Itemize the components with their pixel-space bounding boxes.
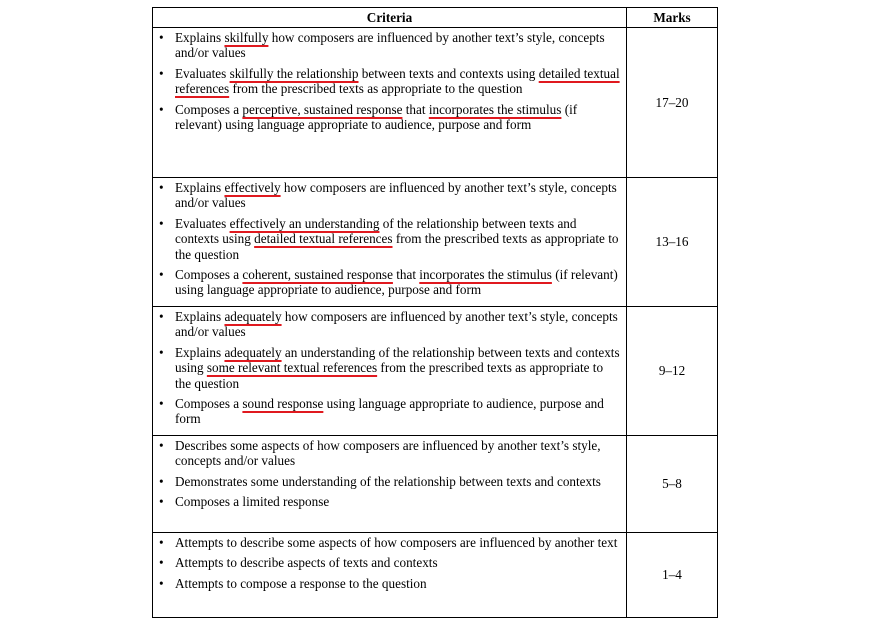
header-row [153, 8, 718, 28]
criterion-item [157, 576, 622, 591]
criterion-text: from the prescribed texts as appropriate to the question [175, 360, 604, 391]
highlighted-phrase: adequately [224, 344, 282, 360]
criterion-text: that [402, 101, 429, 117]
criterion-text: between texts and contexts using [358, 65, 539, 81]
criterion-item [157, 30, 622, 61]
rubric-body [153, 28, 718, 618]
criterion-item [157, 180, 622, 211]
criterion-text: how composers are influenced by another text’s style, concepts and/or values [175, 309, 618, 340]
highlighted-phrase: detailed textual references [175, 65, 620, 97]
criterion-text: Composes a [175, 267, 243, 283]
criteria-list [157, 30, 622, 132]
criteria-list [157, 309, 622, 427]
criterion-text: using language appropriate to audience, purpose and form [175, 396, 604, 427]
criterion-text: from the prescribed texts as appropriate to the question [229, 81, 523, 97]
criterion-item [157, 535, 622, 550]
criterion-text: Evaluates [175, 215, 230, 231]
criteria-cell [153, 436, 627, 533]
criterion-text: that [392, 267, 420, 283]
criterion-item [157, 494, 622, 509]
marks-cell: 17–20 [627, 28, 718, 178]
criterion-text: how composers are influenced by another text’s style, concepts and/or values [175, 30, 605, 61]
criterion-text: Attempts to describe some aspects of how composers are influenced by another text [175, 535, 618, 550]
criterion-text: Explains [175, 180, 225, 195]
highlighted-phrase: detailed textual references [254, 231, 393, 247]
highlighted-phrase: skilfully [224, 30, 269, 45]
criteria-cell [153, 533, 627, 618]
criterion-text: Explains [175, 344, 225, 360]
criterion-text: Describes some aspects of how composers are influenced by another text’s style, concepts and/or values [175, 438, 601, 469]
highlighted-phrase: effectively an understanding [229, 215, 380, 231]
criteria-list [157, 438, 622, 510]
highlighted-phrase: perceptive, sustained response [242, 101, 403, 117]
marking-rubric-table [152, 7, 718, 618]
criteria-cell [153, 307, 627, 436]
criterion-item [157, 345, 622, 391]
band-row [153, 28, 718, 178]
criteria-header: Criteria [153, 8, 627, 28]
band-row [153, 533, 718, 618]
criterion-item [157, 474, 622, 489]
criteria-list [157, 535, 622, 591]
criterion-text: Composes a limited response [175, 494, 330, 510]
marks-cell: 9–12 [627, 307, 718, 436]
highlighted-phrase: coherent, sustained response [242, 267, 393, 283]
band-row [153, 178, 718, 307]
criterion-item [157, 66, 622, 97]
criterion-text: of the relationship between texts and contexts using [175, 215, 577, 247]
highlighted-phrase: effectively [224, 180, 281, 195]
criterion-item [157, 309, 622, 340]
highlighted-phrase: adequately [224, 309, 282, 324]
highlighted-phrase: some relevant textual references [206, 360, 378, 376]
marks-cell: 13–16 [627, 178, 718, 307]
criterion-item [157, 102, 622, 133]
criterion-text: Attempts to describe aspects of texts and contexts [175, 555, 438, 571]
criterion-item [157, 396, 622, 427]
marks-cell: 1–4 [627, 533, 718, 618]
criterion-text: an understanding of the relationship between texts and contexts using [175, 344, 620, 376]
criterion-text: Composes a [175, 396, 243, 412]
criterion-text: Composes a [175, 101, 243, 117]
criteria-cell [153, 178, 627, 307]
criterion-item [157, 438, 622, 469]
criteria-list [157, 180, 622, 298]
criterion-item [157, 555, 622, 570]
highlighted-phrase: incorporates the stimulus [428, 101, 562, 117]
criterion-text: from the prescribed texts as appropriate to the question [175, 231, 619, 262]
criteria-cell [153, 28, 627, 178]
criterion-text: Demonstrates some understanding of the relationship between texts and contexts [175, 473, 601, 489]
highlighted-phrase: incorporates the stimulus [419, 267, 552, 283]
criterion-text: Attempts to compose a response to the question [175, 575, 427, 591]
criterion-text: (if relevant) using language appropriate to audience, purpose and form [175, 101, 578, 133]
band-row [153, 307, 718, 436]
marks-cell: 5–8 [627, 436, 718, 533]
band-row [153, 436, 718, 533]
marks-header: Marks [627, 8, 718, 28]
criterion-item [157, 216, 622, 262]
criterion-text: Evaluates [175, 65, 230, 81]
highlighted-phrase: skilfully the relationship [229, 65, 359, 81]
criterion-text: Explains [175, 309, 225, 324]
criterion-text: Explains [175, 30, 225, 45]
criterion-text: (if relevant) using language appropriate to audience, purpose and form [175, 267, 618, 298]
criterion-item [157, 267, 622, 298]
criterion-text: how composers are influenced by another text’s style, concepts and/or values [175, 180, 617, 211]
highlighted-phrase: sound response [242, 396, 324, 412]
